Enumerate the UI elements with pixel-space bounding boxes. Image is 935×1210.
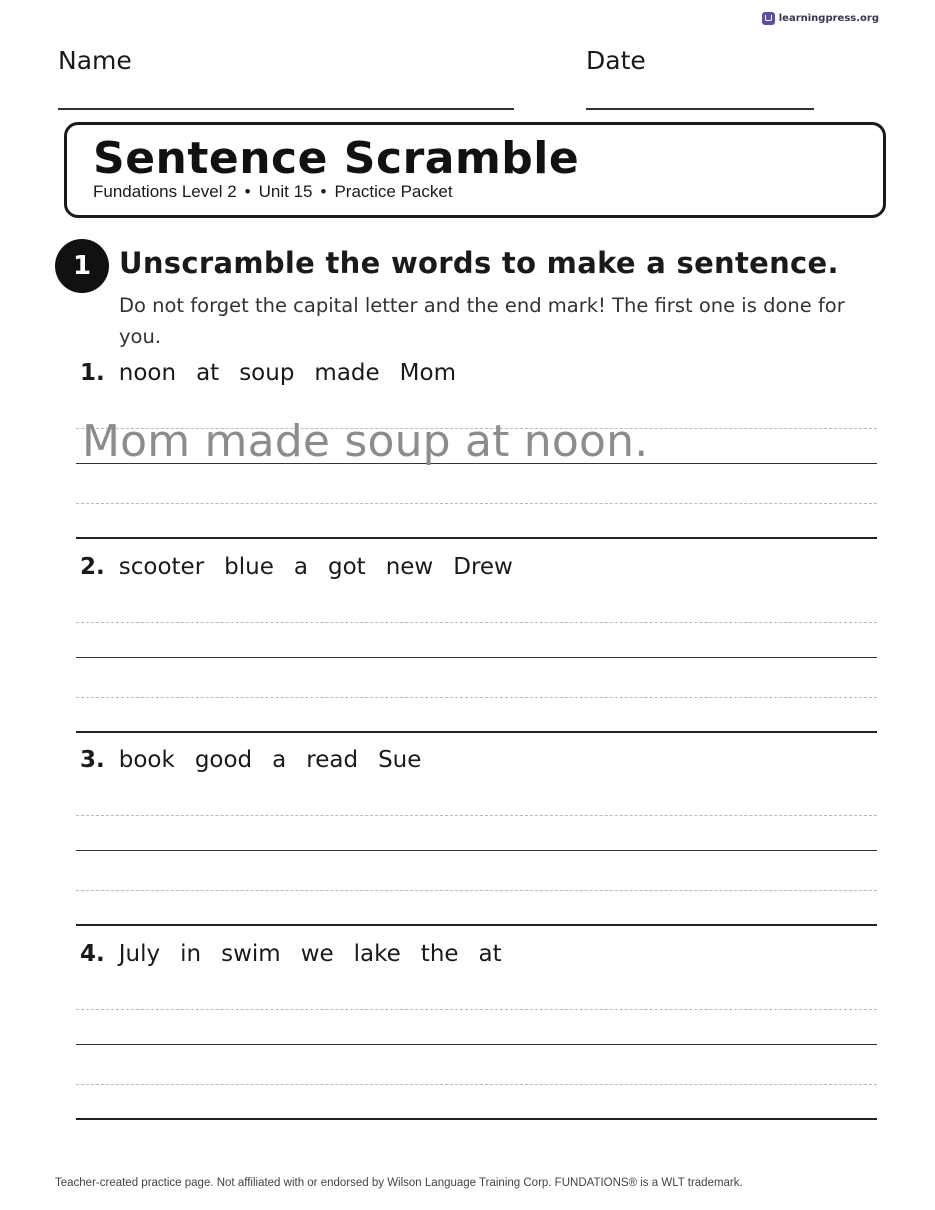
subtitle-separator: • bbox=[244, 182, 251, 201]
scrambled-word: swim bbox=[221, 940, 281, 967]
baseline-solid[interactable] bbox=[76, 850, 877, 851]
scrambled-word: July bbox=[118, 940, 161, 967]
section-heading: Unscramble the words to make a sentence. bbox=[119, 246, 839, 280]
scramble-prompt bbox=[80, 360, 476, 386]
section-number-badge: 1 bbox=[55, 239, 109, 293]
baseline-solid[interactable] bbox=[76, 1044, 877, 1045]
scrambled-word: book bbox=[118, 747, 175, 773]
scrambled-word: noon bbox=[118, 360, 177, 386]
subtitle-packet: Practice Packet bbox=[334, 182, 453, 201]
baseline-solid[interactable] bbox=[76, 924, 877, 926]
scrambled-word: Mom bbox=[399, 360, 456, 386]
subtitle-separator: • bbox=[320, 182, 327, 201]
scrambled-word: lake bbox=[353, 940, 401, 967]
page-subtitle bbox=[93, 182, 453, 202]
brand-logo bbox=[762, 12, 879, 25]
name-line[interactable] bbox=[58, 108, 514, 110]
baseline-solid[interactable] bbox=[76, 657, 877, 658]
example-answer: Mom made soup at noon. bbox=[82, 416, 649, 467]
item-number: 3. bbox=[80, 747, 105, 773]
scrambled-word: we bbox=[300, 940, 334, 967]
midline-dashed bbox=[76, 1084, 877, 1085]
scrambled-word: soup bbox=[239, 360, 295, 386]
scrambled-word: made bbox=[314, 360, 380, 386]
scramble-prompt bbox=[80, 747, 441, 773]
scrambled-word: at bbox=[196, 360, 220, 386]
page-title: Sentence Scramble bbox=[93, 133, 580, 184]
book-icon bbox=[762, 12, 775, 25]
item-number: 1. bbox=[80, 360, 105, 386]
scrambled-word: scooter bbox=[118, 553, 205, 580]
scrambled-word: read bbox=[306, 747, 359, 773]
baseline-solid[interactable] bbox=[76, 537, 877, 539]
scramble-prompt bbox=[80, 941, 522, 967]
baseline-solid[interactable] bbox=[76, 731, 877, 733]
midline-dashed bbox=[76, 1009, 877, 1010]
name-label: Name bbox=[58, 46, 132, 75]
scrambled-word: good bbox=[194, 747, 253, 773]
baseline-solid[interactable] bbox=[76, 1118, 877, 1120]
subtitle-level: Fundations Level 2 bbox=[93, 182, 237, 201]
scrambled-word: new bbox=[385, 553, 434, 580]
midline-dashed bbox=[76, 890, 877, 891]
title-box bbox=[64, 122, 886, 218]
midline-dashed bbox=[76, 815, 877, 816]
scramble-prompt bbox=[80, 554, 533, 580]
scrambled-word: Drew bbox=[453, 553, 513, 580]
subtitle-unit: Unit 15 bbox=[258, 182, 313, 201]
scrambled-word: a bbox=[272, 747, 287, 773]
midline-dashed bbox=[76, 622, 877, 623]
footer-disclaimer: Teacher-created practice page. Not affiliated with or endorsed by Wilson Language Training Corp. FUNDATIONS® is a WLT trademark. bbox=[55, 1177, 743, 1189]
date-label: Date bbox=[586, 46, 646, 75]
date-line[interactable] bbox=[586, 108, 814, 110]
scrambled-word: blue bbox=[224, 553, 274, 580]
scrambled-word: in bbox=[180, 940, 202, 967]
midline-dashed bbox=[76, 503, 877, 504]
section-instructions: Do not forget the capital letter and the end mark! The first one is done for you. bbox=[119, 294, 845, 348]
brand-name: learningpress.org bbox=[778, 13, 879, 24]
scrambled-word: a bbox=[293, 553, 308, 580]
scrambled-word: at bbox=[478, 940, 502, 967]
scrambled-word: got bbox=[327, 553, 366, 580]
item-number: 2. bbox=[80, 553, 105, 580]
item-number: 4. bbox=[80, 940, 105, 967]
midline-dashed bbox=[76, 697, 877, 698]
scrambled-word: Sue bbox=[378, 747, 422, 773]
scrambled-word: the bbox=[420, 940, 459, 967]
